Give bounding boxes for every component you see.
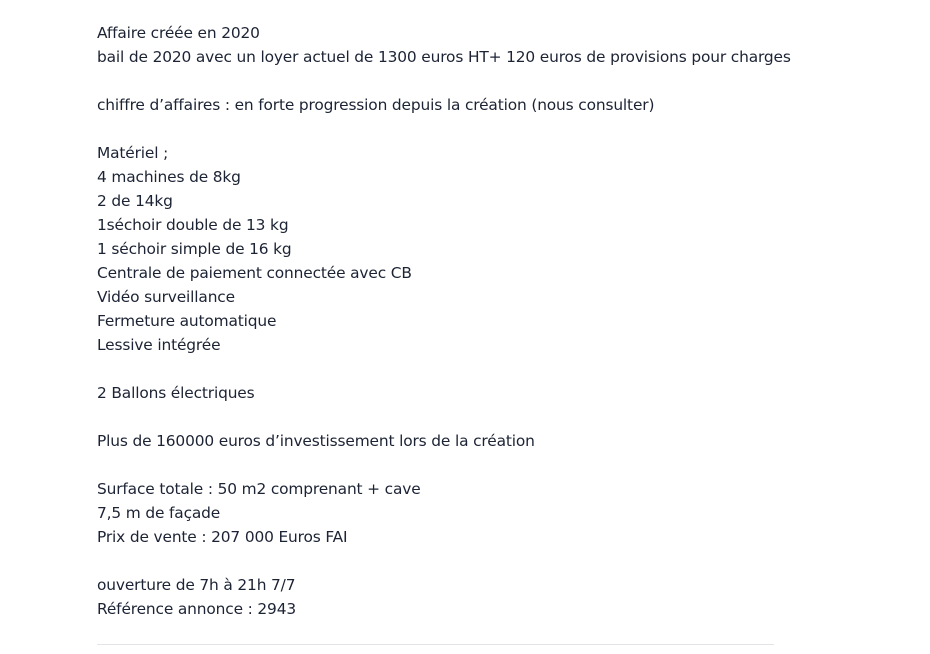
listing-description [97,21,877,621]
paragraph-gap [97,69,877,93]
surface-text: Surface totale : 50 m2 comprenant + cave [97,480,421,498]
equipment-item: 2 de 14kg [97,192,173,210]
lease-text: bail de 2020 avec un loyer actuel de 1300 euros HT+ 120 euros de provisions pour charges [97,48,791,66]
revenue-text: chiffre d’affaires : en forte progression depuis la création (nous consulter) [97,96,655,114]
equipment-item: Vidéo surveillance [97,288,235,306]
opening-hours-text: ouverture de 7h à 21h 7/7 [97,576,296,594]
equipment-item: 1 séchoir simple de 16 kg [97,240,292,258]
equipment-item: Centrale de paiement connectée avec CB [97,264,412,282]
paragraph-gap [97,549,877,573]
paragraph-gap [97,117,877,141]
paragraph-gap [97,357,877,381]
investment-text: Plus de 160000 euros d’investissement lors de la création [97,432,535,450]
equipment-item: 1séchoir double de 13 kg [97,216,289,234]
paragraph-gap [97,453,877,477]
section-divider [97,644,774,645]
water-heaters-text: 2 Ballons électriques [97,384,255,402]
price-text: Prix de vente : 207 000 Euros FAI [97,528,348,546]
equipment-item: 4 machines de 8kg [97,168,241,186]
creation-year-text: Affaire créée en 2020 [97,24,260,42]
reference-text: Référence annonce : 2943 [97,600,296,618]
equipment-item: Fermeture automatique [97,312,277,330]
equipment-item: Lessive intégrée [97,336,221,354]
paragraph-gap [97,405,877,429]
equipment-heading: Matériel ; [97,144,169,162]
frontage-text: 7,5 m de façade [97,504,221,522]
